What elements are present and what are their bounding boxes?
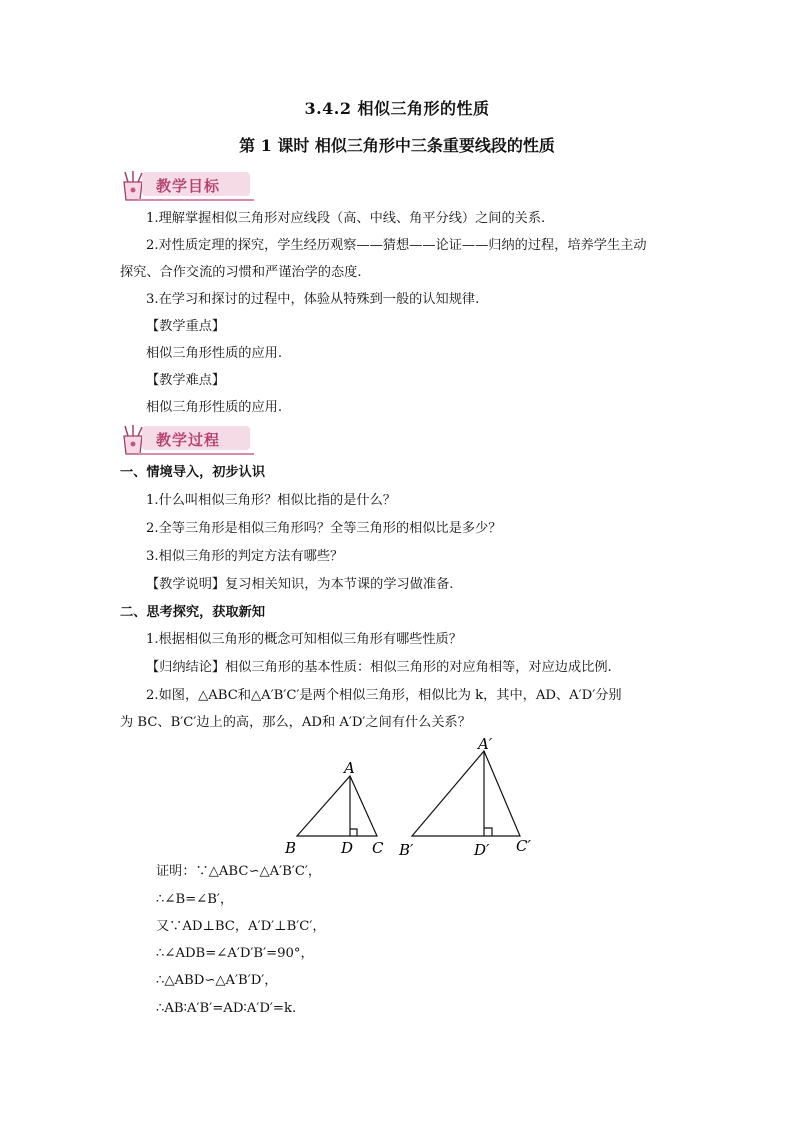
goal-item-2: 2.对性质定理的探究，学生经历观察——猜想——论证——归纳的过程，培养学生主动 [146, 238, 647, 253]
label-b-prime: B′ [399, 841, 414, 859]
proof-line-1: 证明：∵△ABC∽△A′B′C′， [156, 864, 322, 879]
goal-item-1: 1.理解掌握相似三角形对应线段（高、中线、角平分线）之间的关系. [146, 211, 546, 226]
right-angle-mark-d [350, 829, 357, 836]
label-c-prime: C′ [516, 837, 531, 855]
label-d-prime: D′ [474, 841, 490, 859]
banner-label: 教学目标 [156, 177, 221, 195]
triangle-abc [297, 776, 377, 836]
proof-line-2: ∴∠B=∠B′， [156, 892, 234, 907]
part2-item-2: 2.如图，△ABC和△A′B′C′是两个相似三角形，相似比为 k，其中，AD、A′D′分别 [146, 688, 622, 703]
proof-line-5: ∴△ABD∽△A′B′D′， [156, 973, 278, 988]
key-label: 【教学重点】 [146, 319, 226, 334]
label-d: D [341, 839, 354, 857]
part1-item-1: 1.什么叫相似三角形？相似比指的是什么？ [146, 493, 396, 508]
label-b: B [285, 839, 297, 857]
triangle-a2b2c2 [412, 751, 520, 836]
proof-line-3: 又∵AD⊥BC，A′D′⊥B′C′， [156, 919, 326, 934]
label-a: A [344, 759, 355, 777]
proof-line-4: ∴∠ADB=∠A′D′B′=90°， [156, 946, 314, 961]
right-angle-mark-d2 [484, 828, 492, 836]
part2-item-1: 1.根据相似三角形的概念可知相似三角形有哪些性质？ [146, 632, 462, 647]
part2-conclusion: 【归纳结论】相似三角形的基本性质：相似三角形的对应角相等，对应边成比例. [146, 660, 612, 675]
goal-item-2-cont: 探究、合作交流的习惯和严谨治学的态度. [120, 265, 362, 280]
page-title: 3.4.2 相似三角形的性质 [304, 99, 490, 118]
part1-item-2: 2.全等三角形是相似三角形吗？全等三角形的相似比是多少？ [146, 521, 502, 536]
goal-item-3: 3.在学习和探讨的过程中，体验从特殊到一般的认知规律. [146, 292, 480, 307]
part1-item-3: 3.相似三角形的判定方法有哪些？ [146, 549, 344, 564]
label-c: C [372, 839, 384, 857]
part1-note: 【教学说明】复习相关知识，为本节课的学习做准备. [146, 577, 454, 592]
difficult-label: 【教学难点】 [146, 373, 226, 388]
key-text: 相似三角形性质的应用. [146, 346, 283, 361]
part2-item-2-cont: 为 BC、B′C′边上的高，那么，AD和 A′D′之间有什么关系？ [120, 715, 471, 730]
difficult-text: 相似三角形性质的应用. [146, 400, 283, 415]
page-subtitle: 第 1 课时 相似三角形中三条重要线段的性质 [239, 136, 555, 155]
part1-heading: 一、情境导入，初步认识 [120, 465, 266, 480]
label-a-prime: A′ [478, 735, 493, 753]
proof-line-6: ∴AB∶A′B′=AD∶A′D′=k. [156, 1001, 297, 1016]
banner-label: 教学过程 [156, 431, 221, 449]
part2-heading: 二、思考探究，获取新知 [120, 605, 266, 620]
